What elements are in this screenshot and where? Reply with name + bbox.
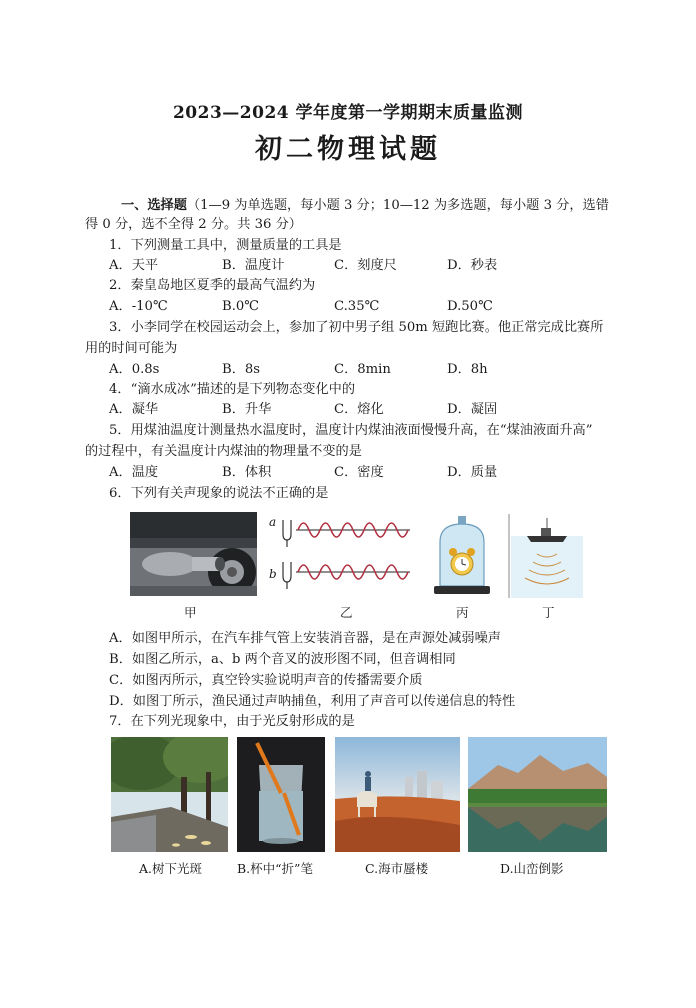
q3-option-b: B．8s bbox=[222, 362, 261, 377]
question-2-stem: 2．秦皇岛地区夏季的最高气温约为 bbox=[109, 278, 316, 293]
q1-option-a: A．天平 bbox=[109, 258, 159, 273]
figure-sonar-ship bbox=[507, 514, 583, 598]
question-7-stem: 7．在下列光现象中，由于光反射形成的是 bbox=[109, 714, 355, 729]
q1-option-c: C．刻度尺 bbox=[334, 258, 397, 273]
question-4-stem: 4．“滴水成冰”描述的是下列物态变化中的 bbox=[109, 382, 356, 397]
section-instructions-cont: 得 0 分，选不全得 2 分。共 36 分） bbox=[85, 217, 302, 232]
q7-option-c: C.海市蜃楼 bbox=[365, 861, 429, 876]
caption-bing: 丙 bbox=[456, 605, 469, 620]
q4-option-b: B．升华 bbox=[222, 402, 272, 417]
question-3-stem-cont: 用的时间可能为 bbox=[85, 341, 178, 356]
q7-option-b: B.杯中“折”笔 bbox=[237, 861, 313, 876]
photo-tree-shadow bbox=[111, 737, 228, 852]
section-label: 一、选择题 bbox=[121, 198, 187, 213]
tree-light-spots-photo bbox=[111, 737, 228, 852]
exam-subject-title: 初二物理试题 bbox=[255, 134, 441, 165]
q2-option-a: A．-10℃ bbox=[109, 299, 168, 314]
q3-option-d: D．8h bbox=[447, 362, 488, 377]
question-6-stem: 6．下列有关声现象的说法不正确的是 bbox=[109, 486, 329, 501]
section-instructions: （1—9 为单选题，每小题 3 分；10—12 为多选题，每小题 3 分，选错 bbox=[186, 198, 609, 213]
question-3-stem: 3．小李同学在校园运动会上，参加了初中男子组 50m 短跑比赛。他正常完成比赛所 bbox=[109, 320, 604, 335]
q1-option-d: D．秒表 bbox=[447, 258, 498, 273]
section-header bbox=[121, 196, 609, 215]
figure-tuning-fork-waves bbox=[268, 510, 414, 592]
waveform-chart bbox=[268, 510, 414, 592]
q6-option-d: D．如图丁所示，渔民通过声呐捕鱼，利用了声音可以传递信息的特性 bbox=[109, 694, 516, 709]
caption-yi: 乙 bbox=[340, 605, 353, 620]
q6-option-c: C．如图丙所示，真空铃实验说明声音的传播需要介质 bbox=[109, 673, 423, 688]
q2-option-b: B.0℃ bbox=[222, 299, 260, 314]
mountain-reflection-photo bbox=[468, 737, 607, 852]
q7-option-d: D.山峦倒影 bbox=[500, 861, 564, 876]
q6-option-b: B．如图乙所示，a、b 两个音叉的波形图不同，但音调相同 bbox=[109, 652, 456, 667]
q5-option-d: D．质量 bbox=[447, 465, 498, 480]
wave-label-b: b bbox=[269, 567, 277, 581]
photo-bent-pencil bbox=[237, 737, 325, 852]
vacuum-bell-illustration bbox=[430, 514, 494, 598]
question-1-stem: 1．下列测量工具中，测量质量的工具是 bbox=[109, 238, 342, 253]
photo-mountain-reflection bbox=[468, 737, 607, 852]
question-5-stem-cont: 的过程中，有关温度计内煤油的物理量不变的是 bbox=[85, 444, 362, 459]
q6-option-a: A．如图甲所示，在汽车排气管上安装消音器，是在声源处减弱噪声 bbox=[109, 631, 501, 646]
q4-option-a: A．凝华 bbox=[109, 402, 159, 417]
question-5-stem: 5．用煤油温度计测量热水温度时，温度计内煤油液面慢慢升高，在“煤油液面升高” bbox=[109, 423, 593, 438]
desert-mirage-photo bbox=[335, 737, 460, 852]
exam-year-title: 2023—2024 学年度第一学期期末质量监测 bbox=[172, 103, 524, 123]
q7-option-a: A.树下光斑 bbox=[139, 861, 203, 876]
wave-label-a: a bbox=[269, 515, 277, 529]
q4-option-c: C．熔化 bbox=[334, 402, 384, 417]
q5-option-c: C．密度 bbox=[334, 465, 384, 480]
q3-option-a: A．0.8s bbox=[109, 362, 160, 377]
pencil-in-glass-photo bbox=[237, 737, 325, 852]
q2-option-c: C.35℃ bbox=[334, 299, 380, 314]
q3-option-c: C．8min bbox=[334, 362, 391, 377]
sonar-illustration bbox=[507, 514, 583, 598]
q1-option-b: B．温度计 bbox=[222, 258, 285, 273]
car-exhaust-illustration bbox=[130, 512, 257, 596]
q2-option-d: D.50℃ bbox=[447, 299, 493, 314]
figure-car-exhaust bbox=[130, 512, 257, 596]
q4-option-d: D．凝固 bbox=[447, 402, 498, 417]
figure-bell-jar bbox=[430, 514, 494, 598]
caption-ding: 丁 bbox=[542, 605, 555, 620]
q5-option-a: A．温度 bbox=[109, 465, 159, 480]
q5-option-b: B．体积 bbox=[222, 465, 272, 480]
photo-mirage bbox=[335, 737, 460, 852]
caption-jia: 甲 bbox=[184, 605, 197, 620]
